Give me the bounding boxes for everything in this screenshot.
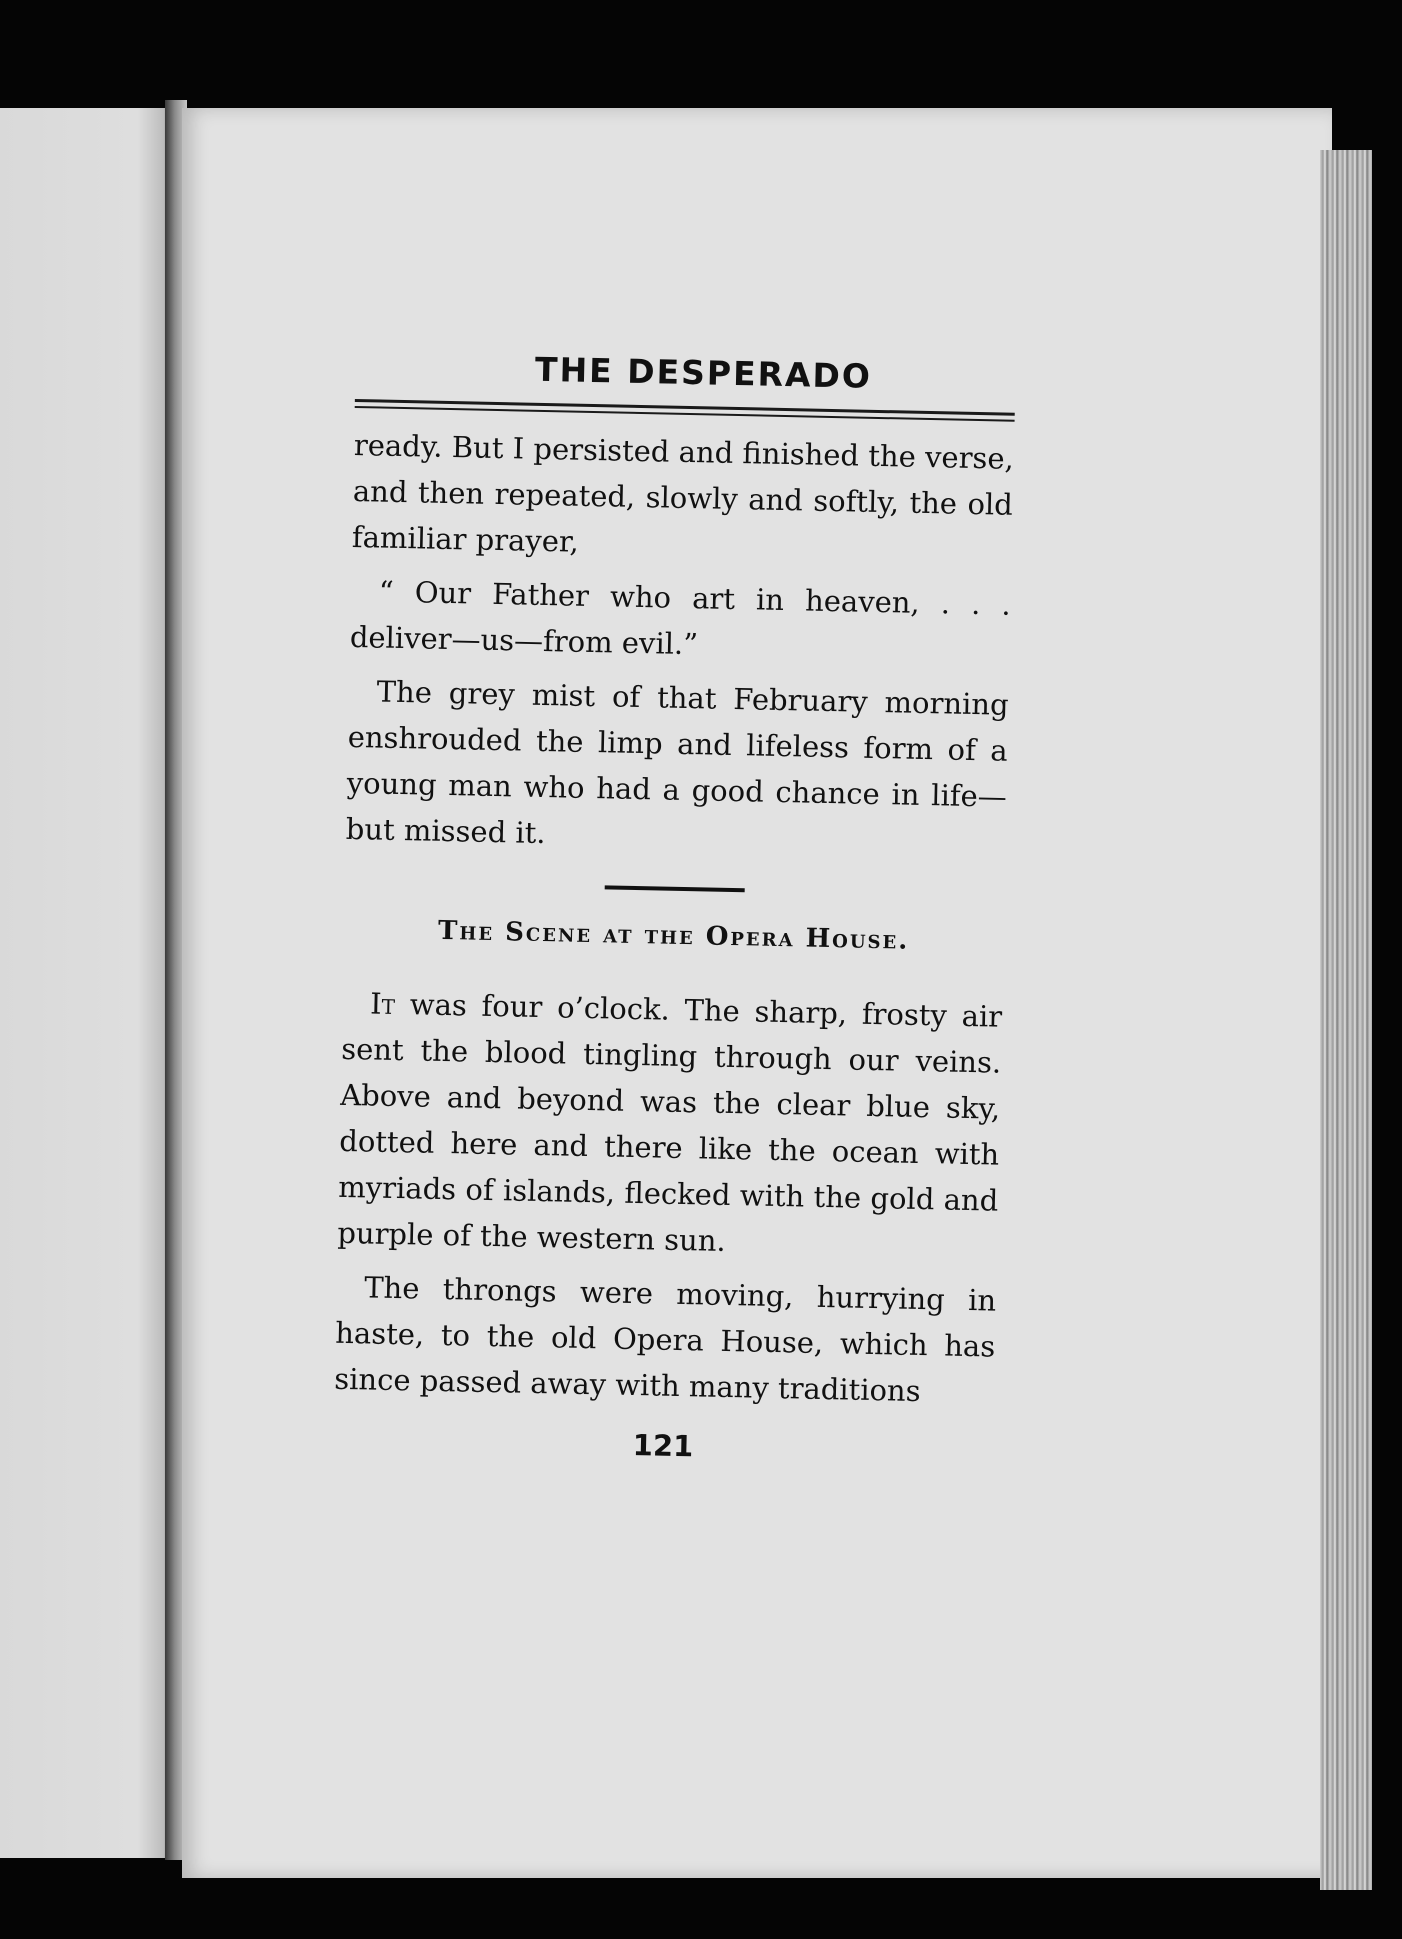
section-paragraph-2-text: The throngs were moving, hurrying in haste, to the old Opera House, which has since passed away with many traditions: [334, 1270, 997, 1409]
page-number: 121: [632, 1428, 694, 1464]
section-divider-rule: [605, 885, 745, 892]
left-page: [0, 108, 172, 1858]
page-edges: [1320, 150, 1372, 1890]
paragraph-2: “ Our Father who art in heaven, . . . deliver—us—from evil.”: [349, 574, 1012, 662]
section-paragraph-1-text: was four o’clock. The sharp, frosty air sent the blood tingling through our veins. Above and beyond was the clear blue sky, dotted here and there like the ocean with myriads of islands, flecked with the gold and purple of the western sun.: [337, 986, 1003, 1258]
running-head: THE DESPERADO: [534, 349, 873, 396]
page-content: [333, 346, 1016, 1470]
section-paragraph-2: [334, 1264, 997, 1416]
header-double-rule: [355, 399, 1015, 422]
section-paragraph-1: [337, 980, 1003, 1270]
section-paragraph-1-lead: It: [369, 986, 396, 1021]
paragraph-3: The grey mist of that February morning enshrouded the limp and lifeless form of a young man who had a good chance in life—but missed it.: [345, 674, 1009, 851]
section-title: The Scene at the Opera House.: [437, 915, 910, 956]
paragraph-1: ready. But I persisted and finished the verse, and then repeated, slowly and softly, the old familiar prayer,: [351, 427, 1015, 559]
